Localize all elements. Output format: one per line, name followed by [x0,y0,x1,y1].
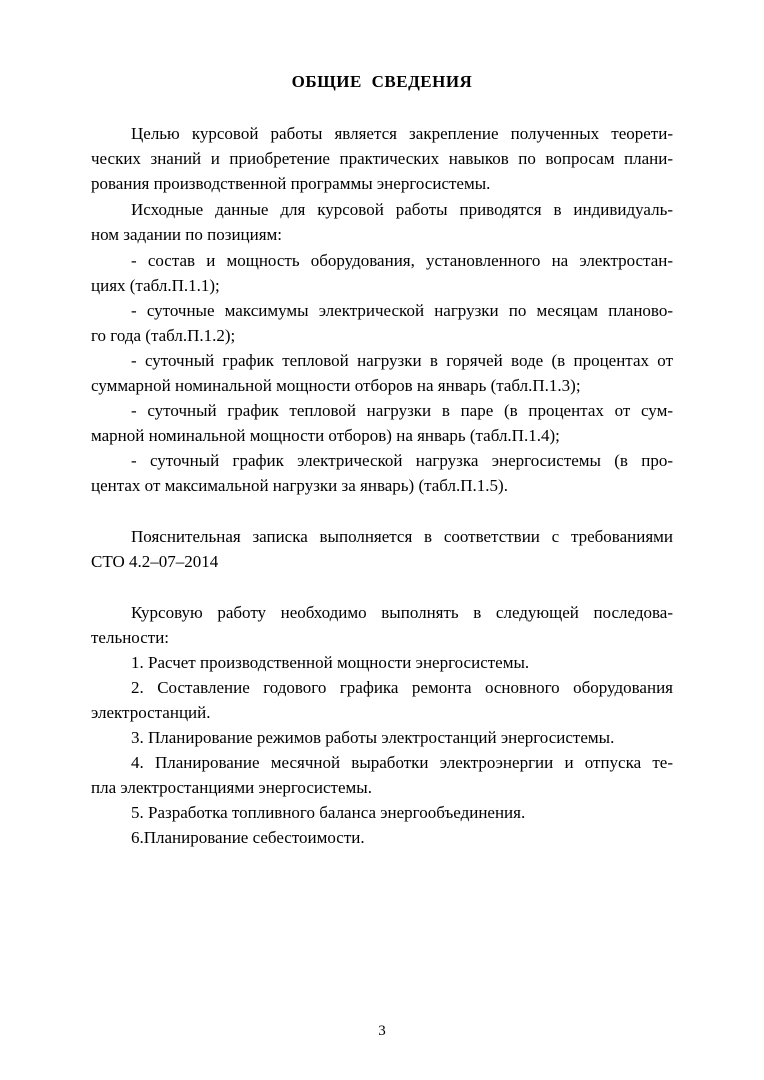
text-line: Пояснительная записка выполняется в соответствии с требованиями [131,527,673,546]
page-title: ОБЩИЕ СВЕДЕНИЯ [291,72,473,91]
text-line: рования производственной программы энергосистемы. [91,174,491,193]
numbered-item-line: 6.Планирование себестоимости. [131,828,365,847]
text-line: СТО 4.2–07–2014 [91,552,219,571]
text-line: ном задании по позициям: [91,225,283,244]
list-item-line: суммарной номинальной мощности отборов на январь (табл.П.1.3); [91,376,581,395]
list-item-line: го года (табл.П.1.2); [91,326,236,345]
numbered-item-line: 3. Планирование режимов работы электростанций энергосистемы. [131,728,615,747]
list-item-line: циях (табл.П.1.1); [91,276,220,295]
page-number: 3 [378,1023,386,1039]
list-item-line: - суточный график электрической нагрузка энергосистемы (в про- [131,451,673,470]
text-line: Целью курсовой работы является закрепление полученных теорети- [131,124,673,143]
list-item-line: - суточный график тепловой нагрузки в паре (в процентах от сум- [131,401,673,420]
numbered-item-line: пла электростанциями энергосистемы. [91,778,372,797]
list-item-line: - суточные максимумы электрической нагрузки по месяцам планово- [131,301,673,320]
numbered-item-line: электростанций. [91,703,211,722]
text-line: Исходные данные для курсовой работы приводятся в индивидуаль- [131,200,673,219]
numbered-item-line: 2. Составление годового графика ремонта основного оборудования [131,678,673,697]
text-line: тельности: [91,628,170,647]
numbered-item-line: 1. Расчет производственной мощности энергосистемы. [131,653,530,672]
list-item-line: центах от максимальной нагрузки за январь) (табл.П.1.5). [91,476,508,495]
list-item-line: - состав и мощность оборудования, установленного на электростан- [131,251,673,270]
text-line: ческих знаний и приобретение практических навыков по вопросам плани- [91,149,673,168]
list-item-line: марной номинальной мощности отборов) на январь (табл.П.1.4); [91,426,560,445]
text-line: Курсовую работу необходимо выполнять в следующей последова- [131,603,673,622]
numbered-item-line: 4. Планирование месячной выработки электроэнергии и отпуска те- [131,753,673,772]
list-item-line: - суточный график тепловой нагрузки в горячей воде (в процентах от [131,351,673,370]
numbered-item-line: 5. Разработка топливного баланса энергообъединения. [131,803,526,822]
